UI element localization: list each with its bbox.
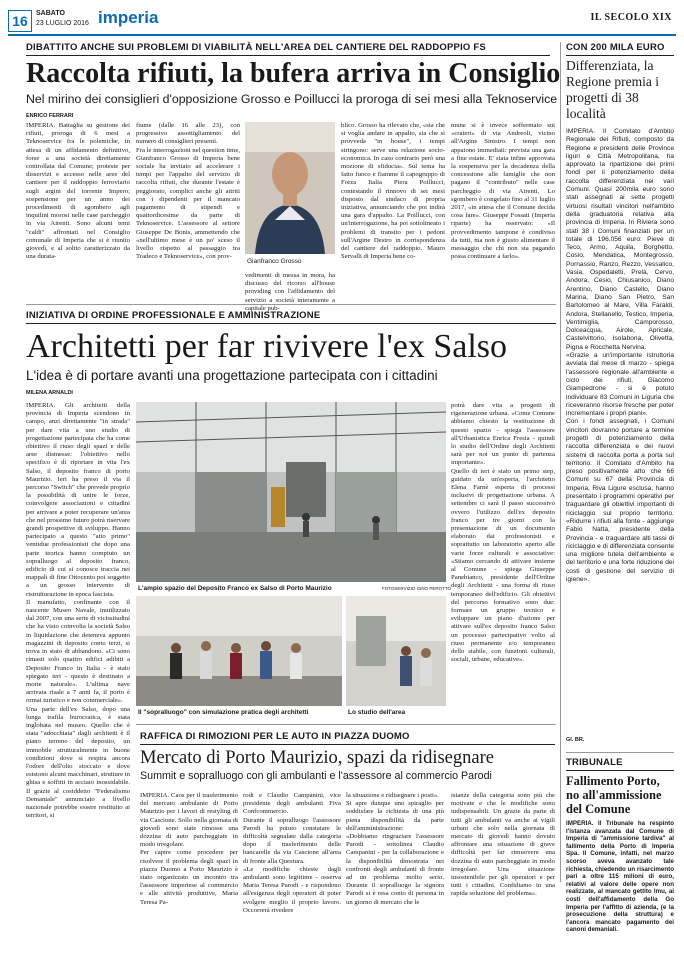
article2-author: MILENA ARNALDI: [26, 390, 73, 396]
masthead-day: SABATO: [36, 10, 65, 17]
sidebar2-kicker: TRIBUNALE: [566, 757, 623, 768]
sidebar-divider: [560, 42, 561, 882]
main-photo-caption: L'ampio spazio del Deposito Franco ex Salso di Porto Maurizio: [138, 585, 332, 592]
deposito-main-photo: [136, 402, 446, 582]
article3-col1: IMPERIA. Caos per il trasferimento del mercato ambulante di Porto Maurizio per i lavori di restyling di via Cascione. Sollo nella giornata di giovedì sono state rimosse una dozzina di auto parcheggiate in modo irregolare. Per capire come procedere per risolvere il problema degli spazi in piazza Duomo a Porto Maurizio è stato organizzato un incontro tra l'assessore imperiese al commercio e alle attività produttive, Maria Teresa Pa-: [140, 792, 238, 906]
sidebar2-top-rule: [566, 752, 674, 753]
section-title: imperia: [98, 8, 159, 27]
article1-col3: vedimenti di messa in mora, ha discusso del ricorso all'house providing con l'affidamento del servizio a società interamente a capitale pub-: [245, 272, 335, 312]
grosso-photo: [245, 122, 335, 254]
article3-col2: rodi e Claudio Campanini, vice presidente degli ambulanti Fiva Confcommercio. Durante il sopralluogo l'assessore Parodi ha potuto constatare le difficoltà segnalate dalla categoria dopo il trasferimento delle bancarelle da via Cascione all'area di fronte alla Questura. «Le modifiche chieste dagli ambulanti sono legittime - osserva Maria Teresa Parodi - e rispondono all'esigenza degli operatori di poter svolgere meglio il proprio lavoro. Occorrerà rivedere: [243, 792, 341, 914]
grosso-photo-caption: Gianfranco Grosso: [247, 258, 302, 265]
article1-headline: Raccolta rifiuti, la bufera arriva in Consiglio: [26, 58, 561, 89]
studio-area-photo: [346, 596, 446, 706]
article3-top-rule: [136, 724, 556, 725]
studio-area-caption: Lo studio dell'area: [348, 709, 406, 716]
article3-headline: Mercato di Porto Maurizio, spazi da ridisegnare: [140, 748, 494, 768]
article1-col1: IMPERIA. Battaglia su gestione dei rifiuti, proroga di 6 mesi a Teknoservice fra le polemiche, in attesa di un affidamento definitivo, forse a una società direttamente controllata dal Comune; proteste per disservizi e accesso nelle aree del cantiere per il raddoppio ferroviario sugli argini del torrente Impero; sospensione per un anno dei procedimenti di sgombero agli inquilini morosi nelle case parcheggio in via Airenti. Sono alcuni temi "caldi" affrontati nel Consiglio comunale di Imperia che si è riunito giovedì, e al solito caratterizzato da una durata-: [26, 122, 130, 261]
article3-subhead: Summit e sopralluogo con gli ambulanti e l'assessore al commercio Parodi: [140, 770, 492, 782]
article1-author: ENRICO FERRARI: [26, 113, 74, 119]
article1-kicker: DIBATTITO ANCHE SUI PROBLEMI DI VIABILITÀ NELL'AREA DEL CANTIERE DEL RADDOPPIO FS: [26, 42, 486, 53]
masthead-rule: [8, 34, 676, 36]
article1-col2: fiume (dalle 16 alle 23), con progressivo assottigliamento del numero di consiglieri presenti. Fra le interrogazioni nel question time, Gianfranco Grosso di Imperia bene sociale ha invitato ad accelerare i tempi per l'appalto del servizio di raccolta rifiuti, che durante l'estate è peggiorato, complici anche gli attriti con i dipendenti per il mancato pagamento di stipendi e quattordicesime da parte di Teknoservice. L'assessore al settore Giuseppe De Bonis, ammettendo che «nell'ultimo mese è un po' sceso il livello rispetto al passaggio tra Tradeco e Teknoservice», con prov-: [136, 122, 240, 261]
article2-col-right: potrà dare vita a progetti di rigenerazione urbana. «Come Comune abbiamo chiesto la restituzione di questo spazio - spiega l'assessore all'Urbanistica Enrica Fresia - quindi lo studio dell'Ordine degli Architetti sarà per noi un punto di partenza importante». Quello di ieri è stato un primo step, guidato da un'esperta, l'architetto Elena Farnè esperta di processi inclusivi di progettazione urbana. A settembre ci sarà il passo successivo ovvero l'utilizzo dell'ex deposito franco per tre giorni con la presentazione di un documento elaborato dai professionisti e soprattutto un laboratorio aperto alle varie forze culturali e associative: «Stiamo cercando di attivare insieme al Comune - spiega Giuseppe Panebianco, presidente dell'Ordine degli Architetti - una forma di riuso temporaneo dell'edificio. Gli obiettivi del percorso formativo sono due: formare un gruppo tecnico e sviluppare un piano d'azione per attivare sull'ex deposito franco Salso un processo partecipativo volto al riuso permanente e/o temporaneo dello stabile, con funzioni culturali, sociali, urbane, educative».: [451, 402, 555, 664]
sidebar1-signature: GI. BR.: [566, 737, 585, 743]
page-number: 16: [8, 10, 32, 32]
sidebar2-headline: Fallimento Porto, no all'ammissione del Comune: [566, 774, 662, 816]
sidebar1-rule: [566, 55, 674, 56]
article2-kicker: INIZIATIVA DI ORDINE PROFESSIONALE E AMMINISTRAZIONE: [26, 310, 321, 321]
article1-subhead: Nel mirino dei consiglieri d'opposizione Grosso e Poillucci la proroga di sei mesi alla Teknoservice: [26, 92, 558, 106]
article1-rule: [26, 55, 550, 56]
article3-kicker: RAFFICA DI RIMOZIONI PER LE AUTO IN PIAZZA DUOMO: [140, 731, 410, 742]
photo-credit: FOTOSERVIZIO GINO PEROTTO: [382, 586, 452, 591]
sidebar2-text: IMPERIA. Il Tribunale ha respinto l'istanza avanzata dal Comune di Imperia di "ammissione tardiva" al fallimento della Porto di Imperia Spa. Il Comune, infatti, nel marzo scorso aveva avanzato tale richiesta, chiedendo un risarcimento pari a oltre 115 milioni di euro, relativi al valore delle opere non realizzate, al mancato gettito Imu, ai costi dell'affidamento della Go Imperia per l'affitto di azienda, (e la prosecuzione della struttura) e l'ancora mancato pagamento dei canoni demaniali.: [566, 820, 674, 934]
article2-rule: [26, 323, 556, 324]
article3-rule: [140, 744, 555, 745]
article3-col3: la situazione e ridisegnare i posti». Si apre dunque uno spiraglio per soddisfare la richiesta di una più piena disponibilità da parte dell'amministrazione: «Dobbiamo ringraziare l'assessore Parodi - sottolinea Claudio Campanini - per la collaborazione e la disponibilità dimostrata nei confronti degli ambulanti di fronte ad un problema molto serio. Durante il sopralluogo la signora Parodi si è resa conto di persona in un giorno di mercato che le: [346, 792, 444, 906]
paper-name: IL SECOLO XIX: [590, 12, 672, 23]
sidebar1-headline: Differenziata, la Regione premia i progetti di 38 località: [566, 58, 659, 121]
sopralluogo-photo: [136, 596, 342, 706]
sopralluogo-caption: Il "sopralluogo" con simulazione pratica degli architetti: [138, 709, 309, 716]
sidebar1-kicker: CON 200 MILA EURO: [566, 42, 665, 53]
article2-headline: Architetti per far rivivere l'ex Salso: [26, 328, 507, 365]
article1-col5: mune si è invece soffermato sui «crateri» di via Andreoli, vicino all'Argine Sinistro. I tempi non appaiono immediati: prevista una gara a fine estate. E' stata infine approvata la sospensiva per la decadenza della concessione alle famiglie che non pagano il "contributo" nelle case parcheggio di via Airenti. Lo sgombero è congelato fino al 31 luglio 2017, «in attesa che il Comune decida cosa fare». Giuseppe Fossati (Imperia riparte) ha osservato: «Il provvedimento tampone è condiviso da tutti, ma non è giusto alimentare il messaggio che chi non sta pagando possa continuare a farlo».: [451, 122, 555, 261]
sidebar2-rule: [566, 770, 674, 771]
article2-top-rule: [26, 304, 556, 305]
article1-col4: blico. Grosso ha rilevato che, «sia che si voglia andare in appalto, sia che si provveda "in house", i tempi stringono: serve una relazione socio-economica. In caso contrario però una mozione di sfiducia». Sul tema ha fatto fuoco e fiamme il capogruppo di Forza Italia Piera Poillucci, contestando il rinnovo di sei mesi disposto dal sindaco di propria iniziativa, annunciando che poi indirà una gara d'appalto. La Poillucci, con un'interrogazione, ha poi sottolineato i problemi di transito per i pedoni sull'Argine Destro in corrispondenza del cantiere del raddoppio. Mauro Servalli di Imperia bene co-: [341, 122, 445, 261]
masthead-date: 23 LUGLIO 2016: [36, 20, 89, 27]
article2-subhead: L'idea è di portare avanti una progettazione partecipata con i cittadini: [26, 368, 438, 383]
sidebar1-text: IMPERIA. Il Comitato d'Ambito Regionale dei Rifiuti, composto da Regione e presidenti delle Province liguri e Città Metropolitana, ha approvato la ripartizione dei primi fondi per il potenziamento della raccolta differenziata nei vari Comuni. Quasi 200mila euro sono stati assegnati ai sette progetti virtuosi risultati vincitori nell'ambito della graduatoria relativa alla provincia di Imperia. In Riviera sono stati 38 i Comuni finanziati per un totale di 196.056 euro: Pieve di Teco, Armo, Aquila, Borghetto, Cosio, Mendatica, Montegrosso, Pornassio, Ranzo, Rezzo, Vessalico, Vasia, Ospedaletti, Prelà, Cervo, Andora, Cesio, Chiusanico, Diano Arentino, Diano Castello, Diano Marina, Diano San Pietro, San Bartolomeo al Mare, Villa Faraldi, Andora, Stellanello, Testico, Imperia, Ventimiglia, Camporosso, Dolceacqua, Airole, Apricale, Castelvittorio, Isolabona, Olivetta, Pigna e Rocchetta Nervina. «Grazie a un'importante istruttoria avviata dal mese di marzo - spiega l'assessore regionale all'ambiente e ciclo dei rifiuti, Giacomo Giampedrone - si è potuto individuare 83 Comuni in Liguria che riceveranno risorse fresche per poter incrementare i propri piani». Con i fondi assegnati, i Comuni vincitori dovranno portare a termine progetti di potenziamento della raccolta differenziata e dei nuovi sistemi di raccolta porta a porta sul territorio. Il Comitato d'Ambito ha preso positivamente atto che 66 Comuni su 67 della Provincia di Imperia, Riva Ligure esclusa, hanno presentato i programmi operativi per traguardare gli obiettivi importanti di riciclaggio sul proprio territorio. «Ridurre i rifiuti alla fonte - aggiunge Fabio Natta, presidente della Provincia - e traguardare alti tassi di riciclaggio e di differenziata consente una migliore tutela dell'ambiente e del territorio e una forte riduzione dei costi di gestione del servizio di igiene».: [566, 128, 675, 584]
article3-col4: istanze della categoria sono più che motivate e che le modifiche sono indispensabili. Un grazie da parte di tutti gli ambulanti va anche ai vigili urbani che solo nella giornata di mercato di giovedì hanno dovuto affrontare una situazione di grave difficoltà per far rimuovere una dozzina di auto parcheggiate in modo irregolare. Una situazione insostenibile per gli operatori e per tutti i cittadini. Confidiamo in una rapida soluzione del problema».: [451, 792, 555, 898]
article2-col1: IMPERIA. Gli architetti della provincia di Imperia scendono in campo, anzi direttamente "in strada" per dare vita a uno studio di progettazione partecipata che ha come obiettivo il riuso degli spazi e delle aree dismesse: l'obiettivo nello specifico è di riportare in vita l'ex Salso, il deposito franco di porto Maurizio. Ieri ha preso il via il percorso "Switch" che prevede proprio la possibilità di unire le forze, coinvolgere associazioni e cittadini per arrivare a poter recuperare un'area che nel prossimo futuro potrà riservare grandi prospettive di sviluppo. Hanno partecipato a questo "atto primo" ventidue professionisti che dopo una parte teorica hanno compiuto un sopralluogo al deposito franco, edificio di cui si conosce traccia nei mappali di fine Ottocento poi soggetto a un grosso intervento di ristrutturazione in epoca fascista. Il manufatto, confinante con il nascente Museo Navale, inutilizzato dal 2007, con una serie di vicissitudini che ha visto coinvolta la società Salso in liquidazione che detenevа appunto magazzini di deposito conto terzi, si trova in stato di abbandono. «Ci sono rimasti solo quattro edifici adibiti a Deposito Franco in Italia - è stato spiegato ieri - questo è destinato a morte naturale». L'ultima nave arrivata risale a 7 anni fa, il porto è ormai turistico e non commerciale». Una parte dell'ex Salso, dopo una lunga trafila burocratica, è stata inglobata nel museo. Quello che è stata "adocchiata" dagli architetti è il piano terreno del deposito, un immobile strutturalmente in buone condizioni dove si respira ancora l'odore dell'olio stoccato e dove esistono alcuni macchinari, strutture in ghisa e soffitti in acciaio inossidabile. Il grazie al cosiddetto "Federalismo Demaniale" annunciato a livello nazionale potrebbe essere restituito ai territori, si: [26, 402, 130, 820]
